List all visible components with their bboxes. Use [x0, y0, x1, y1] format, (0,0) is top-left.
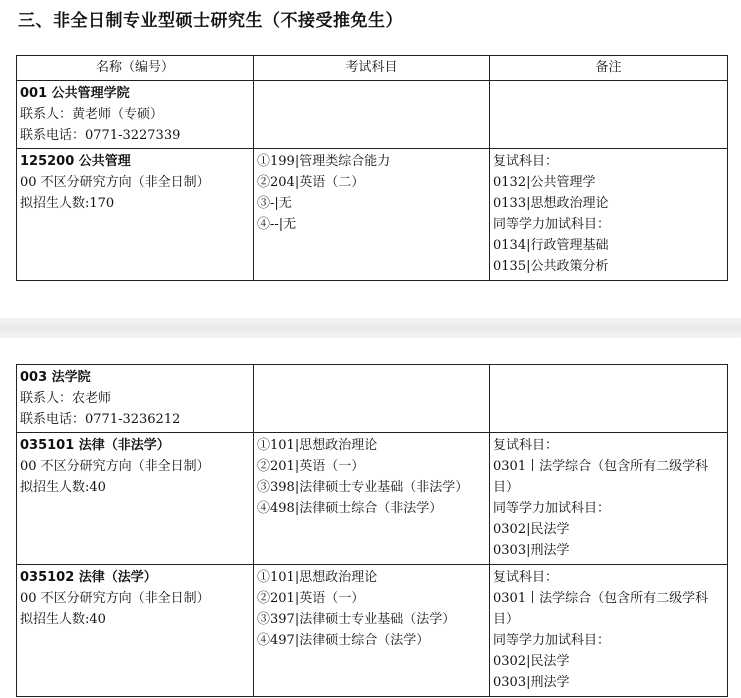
remark-line: 同等学力加试科目：	[493, 217, 611, 232]
program-quota: 拟招生人数:40	[20, 612, 106, 627]
remark-line: 同等学力加试科目：	[493, 501, 611, 516]
exam-subject: ③397|法律硕士专业基础（法学）	[257, 612, 456, 627]
remark-line: 0302|民法学	[493, 654, 570, 669]
school-title: 003 法学院	[20, 370, 91, 385]
section-heading: 三、非全日制专业型硕士研究生（不接受推免生）	[18, 11, 403, 31]
school-phone: 联系电话：0771-3227339	[20, 128, 181, 143]
exam-subject: ①101|思想政治理论	[257, 438, 378, 453]
school-phone: 联系电话：0771-3236212	[20, 412, 181, 427]
program-direction: 00 不区分研究方向（非全日制）	[20, 175, 210, 190]
remarks-cell	[490, 149, 728, 281]
page-section-2	[0, 338, 741, 698]
school-contact: 联系人：黄老师（专硕）	[20, 107, 164, 122]
program-title: 035101 法律（非法学）	[20, 438, 170, 453]
program-info-cell	[17, 149, 254, 281]
remark-line: 0134|行政管理基础	[493, 238, 609, 253]
remark-line: 0135|公共政策分析	[493, 259, 609, 274]
school-row	[17, 365, 728, 433]
remark-line: 0301丨法学综合（包含所有二级学科目）	[493, 591, 709, 627]
exam-subject: ④497|法律硕士综合（法学）	[257, 633, 430, 648]
exam-subject: ①199|管理类综合能力	[257, 154, 391, 169]
exam-subject: ①101|思想政治理论	[257, 570, 378, 585]
empty-cell	[490, 365, 728, 433]
exam-subjects-cell	[254, 433, 490, 565]
remark-line: 复试科目：	[493, 570, 559, 585]
header-remarks: 备注	[490, 56, 728, 81]
program-quota: 拟招生人数:170	[20, 196, 115, 211]
school-info-cell	[17, 81, 254, 149]
exam-subjects-cell	[254, 149, 490, 281]
school-row	[17, 81, 728, 149]
exam-subject: ②201|英语（一）	[257, 591, 365, 606]
remarks-cell	[490, 433, 728, 565]
empty-cell	[254, 81, 490, 149]
remark-line: 0132|公共管理学	[493, 175, 596, 190]
page-section-1	[0, 0, 741, 318]
remarks-cell	[490, 565, 728, 697]
program-info-cell	[17, 565, 254, 697]
exam-subject: ④498|法律硕士综合（非法学）	[257, 501, 443, 516]
program-quota: 拟招生人数:40	[20, 480, 106, 495]
remark-line: 复试科目：	[493, 438, 559, 453]
empty-cell	[254, 365, 490, 433]
remark-line: 0303|刑法学	[493, 675, 570, 690]
program-row	[17, 565, 728, 697]
remark-line: 0302|民法学	[493, 522, 570, 537]
program-title: 035102 法律（法学）	[20, 570, 157, 585]
page-break	[0, 318, 741, 338]
exam-subject: ②201|英语（一）	[257, 459, 365, 474]
admissions-table-1	[16, 55, 728, 281]
exam-subject: ③398|法律硕士专业基础（非法学）	[257, 480, 469, 495]
exam-subject: ④--|无	[257, 217, 297, 232]
remark-line: 0133|思想政治理论	[493, 196, 609, 211]
exam-subjects-cell	[254, 565, 490, 697]
school-contact: 联系人：农老师	[20, 391, 112, 406]
school-info-cell	[17, 365, 254, 433]
empty-cell	[490, 81, 728, 149]
program-info-cell	[17, 433, 254, 565]
program-direction: 00 不区分研究方向（非全日制）	[20, 591, 210, 606]
program-direction: 00 不区分研究方向（非全日制）	[20, 459, 210, 474]
admissions-table-2	[16, 364, 728, 697]
program-row	[17, 149, 728, 281]
program-row	[17, 433, 728, 565]
table-header-row	[17, 56, 728, 81]
program-title: 125200 公共管理	[20, 154, 131, 169]
remark-line: 0301丨法学综合（包含所有二级学科目）	[493, 459, 709, 495]
exam-subject: ②204|英语（二）	[257, 175, 365, 190]
exam-subject: ③-|无	[257, 196, 292, 211]
header-name-code: 名称（编号）	[17, 56, 254, 81]
remark-line: 同等学力加试科目：	[493, 633, 611, 648]
remark-line: 复试科目：	[493, 154, 559, 169]
remark-line: 0303|刑法学	[493, 543, 570, 558]
header-exam-subjects: 考试科目	[254, 56, 490, 81]
school-title: 001 公共管理学院	[20, 86, 130, 101]
